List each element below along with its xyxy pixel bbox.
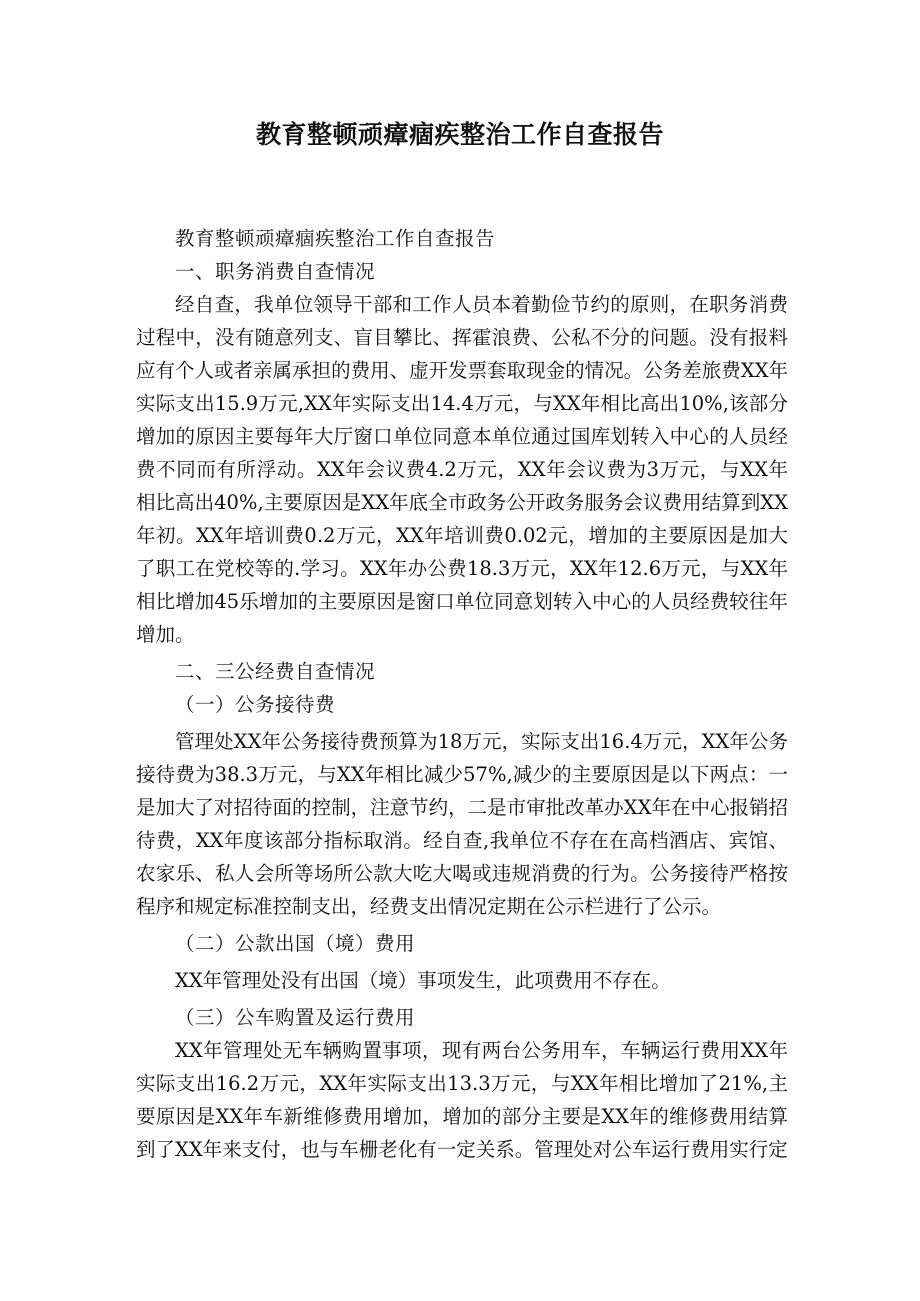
section-heading-2: 二、三公经费自查情况 <box>175 660 376 683</box>
paragraph-job-consumption: 经自查，我单位领导干部和工作人员本着勤俭节约的原则，在职务消费过程中，没有随意列支、盲目攀比、挥霍浪费、公私不分的问题。没有报料应有个人或者亲属承担的费用、虚开发票套取现金的情况。公务差旅费XX年实际支出15.9万元,XX年实际支出14.4万元，与XX年相比高出10%,该部分增加的原因主要每年大厅窗口单位同意本单位通过国库划转入中心的人员经费不同而有所浮动。XX年会议费4.2万元，XX年会议费为3万元，与XX年相比高出40%,主要原因是XX年底全市政务公开政务服务会议费用结算到XX年初。XX年培训费0.2万元，XX年培训费0.02元，增加的主要原因是加大了职工在党校等的.学习。XX年办公费18.3万元，XX年12.6万元，与XX年相比增加45乐增加的主要原因是窗口单位同意划转入中心的人员经费较往年增加。 <box>136 293 788 646</box>
subsection-heading-2: （二）公款出国（境）费用 <box>175 932 416 955</box>
subsection-heading-3: （三）公车购置及运行费用 <box>175 1006 416 1029</box>
document-title: 教育整顿顽瘴痼疾整治工作自查报告 <box>255 120 664 149</box>
section-heading-1: 一、职务消费自查情况 <box>175 260 376 283</box>
subsection-heading-1: （一）公务接待费 <box>175 693 336 716</box>
paragraph-reception-fee: 管理处XX年公务接待费预算为18万元，实际支出16.4万元，XX年公务接待费为38.3万元，与XX年相比减少57%,减少的主要原因是以下两点：一是加大了对招待面的控制，注意节约，二是市审批改革办XX年在中心报销招待费，XX年度该部分指标取消。经自查,我单位不存在在高档酒店、宾馆、农家乐、私人会所等场所公款大吃大喝或违规消费的行为。公务接待严格按程序和规定标准控制支出，经费支出情况定期在公示栏进行了公示。 <box>136 730 788 918</box>
document-body <box>136 222 788 1166</box>
paragraph-vehicle-fee: XX年管理处无车辆购置事项，现有两台公务用车，车辆运行费用XX年实际支出16.2万元，XX年实际支出13.3万元，与XX年相比增加了21%,主要原因是XX年车新维修费用增加，增加的部分主要是XX年的维修费用结算到了XX年来支付，也与车栅老化有一定关系。管理处对公车运行费用实行定 <box>136 1039 788 1161</box>
paragraph-subtitle: 教育整顿顽瘴痼疾整治工作自查报告 <box>175 227 496 250</box>
paragraph-overseas-fee: XX年管理处没有出国（境）事项发生，此项费用不存在。 <box>175 969 671 992</box>
